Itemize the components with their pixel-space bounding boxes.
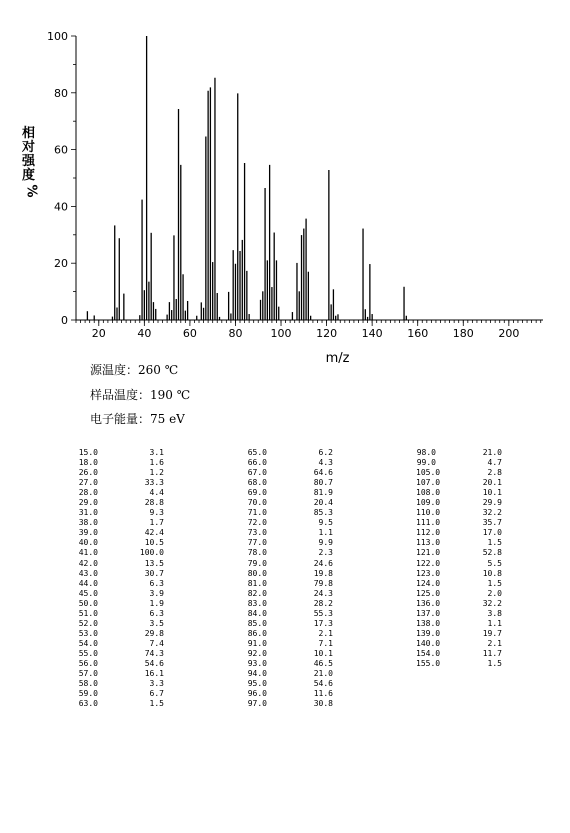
peak-abundance: 1.1 bbox=[318, 528, 333, 538]
peak-abundance: 85.3 bbox=[313, 508, 333, 518]
peak-mz: 154.0 bbox=[416, 648, 441, 658]
peak-mz: 53.0 bbox=[78, 628, 98, 638]
peak-mz: 56.0 bbox=[78, 658, 98, 668]
peak-mz: 83.0 bbox=[247, 598, 267, 608]
y-tick-label: 40 bbox=[54, 200, 68, 214]
peak-table-column bbox=[78, 448, 164, 709]
peak-mz: 155.0 bbox=[416, 658, 441, 668]
peak-mz: 85.0 bbox=[247, 618, 267, 628]
peak-mz: 26.0 bbox=[78, 468, 98, 478]
peak-mz: 66.0 bbox=[247, 458, 267, 468]
peak-mz: 139.0 bbox=[416, 628, 441, 638]
peak-mz: 140.0 bbox=[416, 638, 441, 648]
peak-abundance: 21.0 bbox=[482, 448, 502, 457]
peak-table-row bbox=[416, 458, 502, 468]
peak-abundance: 29.9 bbox=[482, 498, 502, 508]
peak-mz: 84.0 bbox=[247, 608, 267, 618]
peak-abundance: 54.6 bbox=[144, 658, 164, 668]
peak-table-row bbox=[247, 498, 333, 508]
peak-table-row bbox=[247, 699, 333, 709]
peak-table-row bbox=[78, 528, 164, 538]
peak-mz: 125.0 bbox=[416, 588, 441, 598]
peak-mz: 137.0 bbox=[416, 608, 441, 618]
electron-energy: 电子能量：75 eV bbox=[90, 412, 185, 426]
peak-mz: 52.0 bbox=[78, 618, 98, 628]
peak-abundance: 3.1 bbox=[149, 448, 164, 457]
peak-table-row bbox=[416, 639, 502, 649]
peak-abundance: 6.7 bbox=[149, 689, 164, 699]
peak-abundance: 10.8 bbox=[482, 568, 502, 578]
y-axis-title-char: 度 bbox=[22, 168, 36, 183]
peak-table-row bbox=[416, 468, 502, 478]
peak-table-row bbox=[78, 548, 164, 558]
peak-table-row bbox=[247, 478, 333, 488]
peak-table-row bbox=[78, 559, 164, 569]
x-ticks bbox=[92, 320, 520, 340]
peak-mz: 28.0 bbox=[78, 488, 98, 498]
x-tick-label: 100 bbox=[270, 327, 292, 340]
peak-abundance: 11.6 bbox=[313, 689, 333, 699]
peak-table-row bbox=[78, 659, 164, 669]
y-axis-title-char: 对 bbox=[22, 140, 36, 155]
peak-mz: 38.0 bbox=[78, 518, 98, 528]
peak-table-row bbox=[78, 508, 164, 518]
peak-abundance: 1.5 bbox=[487, 658, 502, 668]
peak-table-row bbox=[416, 488, 502, 498]
peak-abundance: 9.5 bbox=[318, 518, 333, 528]
peak-mz: 80.0 bbox=[247, 568, 267, 578]
peak-mz: 29.0 bbox=[78, 498, 98, 508]
peak-abundance: 7.1 bbox=[318, 638, 333, 648]
peak-table-row bbox=[78, 478, 164, 488]
peak-mz: 92.0 bbox=[247, 648, 267, 658]
peak-abundance: 81.9 bbox=[313, 488, 333, 498]
peak-abundance: 80.7 bbox=[313, 478, 333, 488]
x-tick-label: 20 bbox=[91, 327, 106, 340]
peak-abundance: 33.3 bbox=[144, 478, 164, 488]
peak-mz: 124.0 bbox=[416, 578, 441, 588]
peak-table-row bbox=[78, 599, 164, 609]
peak-abundance: 11.7 bbox=[482, 648, 502, 658]
y-ticks bbox=[47, 30, 76, 327]
peak-abundance: 1.7 bbox=[149, 518, 164, 528]
x-tick-label: 80 bbox=[228, 327, 243, 340]
peak-abundance: 19.7 bbox=[482, 628, 502, 638]
peak-abundance: 10.1 bbox=[313, 648, 333, 658]
peak-table-row bbox=[78, 448, 164, 458]
peak-mz: 65.0 bbox=[247, 448, 267, 457]
peak-abundance: 4.7 bbox=[487, 458, 502, 468]
peak-abundance: 7.4 bbox=[149, 638, 164, 648]
peak-mz: 79.0 bbox=[247, 558, 267, 568]
peak-abundance: 54.6 bbox=[313, 679, 333, 689]
peak-table-row bbox=[247, 679, 333, 689]
peak-mz: 93.0 bbox=[247, 658, 267, 668]
peak-mz: 18.0 bbox=[78, 458, 98, 468]
peak-mz: 96.0 bbox=[247, 689, 267, 699]
peak-table-row bbox=[247, 548, 333, 558]
peak-abundance: 6.3 bbox=[149, 608, 164, 618]
peak-table-row bbox=[416, 528, 502, 538]
peak-mz: 73.0 bbox=[247, 528, 267, 538]
y-tick-label: 80 bbox=[54, 86, 68, 100]
peak-table-row bbox=[416, 548, 502, 558]
peak-mz: 68.0 bbox=[247, 478, 267, 488]
peak-table-row bbox=[78, 639, 164, 649]
peak-abundance: 2.3 bbox=[318, 548, 333, 558]
peak-abundance: 4.4 bbox=[149, 488, 164, 498]
sample-temperature: 样品温度：190 ℃ bbox=[90, 388, 191, 402]
peak-table-row bbox=[416, 538, 502, 548]
peak-abundance: 2.1 bbox=[318, 628, 333, 638]
peak-abundance: 24.3 bbox=[313, 588, 333, 598]
peak-table-row bbox=[247, 639, 333, 649]
peak-abundance: 28.2 bbox=[313, 598, 333, 608]
peak-table-row bbox=[247, 458, 333, 468]
peak-table-row bbox=[78, 609, 164, 619]
peak-table-row bbox=[416, 518, 502, 528]
peak-table-row bbox=[416, 569, 502, 579]
peak-mz: 136.0 bbox=[416, 598, 441, 608]
peak-mz: 40.0 bbox=[78, 538, 98, 548]
peak-abundance: 32.2 bbox=[482, 508, 502, 518]
peak-mz: 99.0 bbox=[416, 458, 436, 468]
peak-mz: 123.0 bbox=[416, 568, 441, 578]
peak-abundance: 2.0 bbox=[487, 588, 502, 598]
x-tick-label: 120 bbox=[316, 327, 338, 340]
peak-abundance: 32.2 bbox=[482, 598, 502, 608]
peak-mz: 109.0 bbox=[416, 498, 441, 508]
peak-abundance: 1.5 bbox=[149, 699, 164, 709]
peak-mz: 70.0 bbox=[247, 498, 267, 508]
peak-table-row bbox=[247, 528, 333, 538]
peak-abundance: 74.3 bbox=[144, 648, 164, 658]
peak-mz: 108.0 bbox=[416, 488, 441, 498]
peak-table-row bbox=[78, 569, 164, 579]
peak-mz: 77.0 bbox=[247, 538, 267, 548]
peak-abundance: 20.4 bbox=[313, 498, 333, 508]
peak-mz: 122.0 bbox=[416, 558, 441, 568]
peak-table-row bbox=[78, 458, 164, 468]
peak-abundance: 3.8 bbox=[487, 608, 502, 618]
x-axis-title: m/z bbox=[325, 351, 350, 366]
peak-abundance: 17.3 bbox=[313, 618, 333, 628]
peak-table-row bbox=[78, 669, 164, 679]
peak-abundance: 2.1 bbox=[487, 638, 502, 648]
peak-abundance: 3.9 bbox=[149, 588, 164, 598]
peak-mz: 67.0 bbox=[247, 468, 267, 478]
peak-mz: 86.0 bbox=[247, 628, 267, 638]
peak-table-row bbox=[247, 669, 333, 679]
peak-abundance: 64.6 bbox=[313, 468, 333, 478]
peak-table-row bbox=[416, 609, 502, 619]
spectrum-peaks bbox=[87, 36, 406, 320]
peak-mz: 82.0 bbox=[247, 588, 267, 598]
peak-table-row bbox=[247, 649, 333, 659]
peak-table-row bbox=[247, 659, 333, 669]
peak-table-row bbox=[247, 538, 333, 548]
peak-abundance: 55.3 bbox=[313, 608, 333, 618]
peak-abundance: 30.7 bbox=[144, 568, 164, 578]
peak-table-row bbox=[247, 518, 333, 528]
peak-table-row bbox=[416, 579, 502, 589]
peak-mz: 78.0 bbox=[247, 548, 267, 558]
peak-table-row bbox=[416, 508, 502, 518]
peak-table-row bbox=[78, 538, 164, 548]
peak-table-row bbox=[78, 629, 164, 639]
peak-table-row bbox=[416, 599, 502, 609]
peak-abundance: 3.3 bbox=[149, 679, 164, 689]
y-tick-label: 0 bbox=[61, 314, 68, 327]
peak-abundance: 30.8 bbox=[313, 699, 333, 709]
peak-mz: 113.0 bbox=[416, 538, 441, 548]
peak-mz: 91.0 bbox=[247, 638, 267, 648]
peak-mz: 95.0 bbox=[247, 679, 267, 689]
peak-table-row bbox=[247, 579, 333, 589]
peak-mz: 110.0 bbox=[416, 508, 441, 518]
peak-table-row bbox=[78, 649, 164, 659]
peak-abundance: 1.6 bbox=[149, 458, 164, 468]
peak-table-row bbox=[78, 589, 164, 599]
peak-mz: 43.0 bbox=[78, 568, 98, 578]
source-temperature: 源温度：260 ℃ bbox=[90, 363, 179, 377]
peak-abundance: 1.1 bbox=[487, 618, 502, 628]
peak-abundance: 6.3 bbox=[149, 578, 164, 588]
peak-abundance: 10.1 bbox=[482, 488, 502, 498]
peak-table-row bbox=[78, 579, 164, 589]
peak-mz: 45.0 bbox=[78, 588, 98, 598]
peak-abundance: 10.5 bbox=[144, 538, 164, 548]
y-axis-title-char: % bbox=[23, 184, 39, 198]
peak-abundance: 28.8 bbox=[144, 498, 164, 508]
peak-table-row bbox=[247, 609, 333, 619]
peak-table-row bbox=[416, 649, 502, 659]
peak-mz: 51.0 bbox=[78, 608, 98, 618]
peak-table-row bbox=[416, 619, 502, 629]
peak-table-row bbox=[78, 619, 164, 629]
peak-table-row bbox=[416, 659, 502, 669]
peak-table-row bbox=[247, 629, 333, 639]
peak-table-row bbox=[247, 619, 333, 629]
peak-mz: 107.0 bbox=[416, 478, 441, 488]
peak-table-row bbox=[416, 448, 502, 458]
peak-table-row bbox=[78, 699, 164, 709]
peak-table-row bbox=[247, 689, 333, 699]
peak-abundance: 1.2 bbox=[149, 468, 164, 478]
peak-table-row bbox=[78, 488, 164, 498]
peak-abundance: 21.0 bbox=[313, 669, 333, 679]
peak-mz: 112.0 bbox=[416, 528, 441, 538]
x-tick-label: 140 bbox=[361, 327, 383, 340]
mass-spectrum-chart bbox=[0, 0, 570, 366]
peak-table-row bbox=[416, 498, 502, 508]
peak-abundance: 2.8 bbox=[487, 468, 502, 478]
peak-abundance: 19.8 bbox=[313, 568, 333, 578]
y-tick-label: 20 bbox=[54, 257, 68, 271]
peak-abundance: 100.0 bbox=[139, 548, 164, 558]
peak-mz: 94.0 bbox=[247, 669, 267, 679]
peak-mz: 44.0 bbox=[78, 578, 98, 588]
x-tick-label: 160 bbox=[407, 327, 429, 340]
peak-table-column bbox=[247, 448, 333, 709]
peak-mz: 121.0 bbox=[416, 548, 441, 558]
peak-abundance: 1.9 bbox=[149, 598, 164, 608]
peak-table-row bbox=[78, 679, 164, 689]
peak-table-row bbox=[78, 689, 164, 699]
peak-table-row bbox=[247, 589, 333, 599]
peak-table-row bbox=[416, 559, 502, 569]
peak-abundance: 52.8 bbox=[482, 548, 502, 558]
peak-mz: 69.0 bbox=[247, 488, 267, 498]
peak-mz: 97.0 bbox=[247, 699, 267, 709]
x-tick-label: 200 bbox=[498, 327, 520, 340]
peak-mz: 63.0 bbox=[78, 699, 98, 709]
peak-mz: 50.0 bbox=[78, 598, 98, 608]
peak-abundance: 46.5 bbox=[313, 658, 333, 668]
peak-table-row bbox=[247, 599, 333, 609]
peak-mz: 105.0 bbox=[416, 468, 441, 478]
peak-table-row bbox=[416, 478, 502, 488]
peak-mz: 42.0 bbox=[78, 558, 98, 568]
peak-table-row bbox=[416, 629, 502, 639]
peak-mz: 31.0 bbox=[78, 508, 98, 518]
peak-table-row bbox=[247, 569, 333, 579]
peak-table-row bbox=[78, 468, 164, 478]
peak-abundance: 3.5 bbox=[149, 618, 164, 628]
peak-abundance: 1.5 bbox=[487, 538, 502, 548]
peak-mz: 138.0 bbox=[416, 618, 441, 628]
peak-abundance: 17.0 bbox=[482, 528, 502, 538]
y-tick-label: 60 bbox=[54, 143, 68, 157]
peak-table-row bbox=[247, 559, 333, 569]
x-tick-label: 180 bbox=[452, 327, 474, 340]
peak-abundance: 79.8 bbox=[313, 578, 333, 588]
peak-mz: 81.0 bbox=[247, 578, 267, 588]
peak-mz: 57.0 bbox=[78, 669, 98, 679]
peak-abundance: 5.5 bbox=[487, 558, 502, 568]
peak-mz: 71.0 bbox=[247, 508, 267, 518]
peak-mz: 58.0 bbox=[78, 679, 98, 689]
peak-mz: 55.0 bbox=[78, 648, 98, 658]
peak-mz: 41.0 bbox=[78, 548, 98, 558]
peak-abundance: 42.4 bbox=[144, 528, 164, 538]
peak-table-row bbox=[247, 468, 333, 478]
peak-abundance: 4.3 bbox=[318, 458, 333, 468]
peak-abundance: 20.1 bbox=[482, 478, 502, 488]
peak-table-row bbox=[247, 448, 333, 458]
y-axis-title-char: 相 bbox=[22, 126, 36, 141]
peak-table-column bbox=[416, 448, 502, 669]
x-tick-label: 60 bbox=[182, 327, 197, 340]
peak-table-row bbox=[247, 508, 333, 518]
x-tick-label: 40 bbox=[137, 327, 152, 340]
peak-abundance: 29.8 bbox=[144, 628, 164, 638]
peak-abundance: 35.7 bbox=[482, 518, 502, 528]
peak-abundance: 9.3 bbox=[149, 508, 164, 518]
peak-mz: 54.0 bbox=[78, 638, 98, 648]
peak-mz: 15.0 bbox=[78, 448, 98, 457]
peak-mz: 72.0 bbox=[247, 518, 267, 528]
y-tick-label: 100 bbox=[47, 30, 68, 43]
peak-mz: 39.0 bbox=[78, 528, 98, 538]
peak-table-row bbox=[78, 518, 164, 528]
peak-abundance: 1.5 bbox=[487, 578, 502, 588]
peak-table-row bbox=[416, 589, 502, 599]
peak-mz: 98.0 bbox=[416, 448, 436, 457]
peak-abundance: 13.5 bbox=[144, 558, 164, 568]
peak-table-row bbox=[78, 498, 164, 508]
y-axis-title-char: 强 bbox=[22, 154, 36, 169]
peak-mz: 27.0 bbox=[78, 478, 98, 488]
peak-mz: 111.0 bbox=[416, 518, 441, 528]
peak-abundance: 9.9 bbox=[318, 538, 333, 548]
peak-abundance: 24.6 bbox=[313, 558, 333, 568]
peak-abundance: 16.1 bbox=[144, 669, 164, 679]
peak-table-row bbox=[247, 488, 333, 498]
peak-mz: 59.0 bbox=[78, 689, 98, 699]
peak-abundance: 6.2 bbox=[318, 448, 333, 457]
